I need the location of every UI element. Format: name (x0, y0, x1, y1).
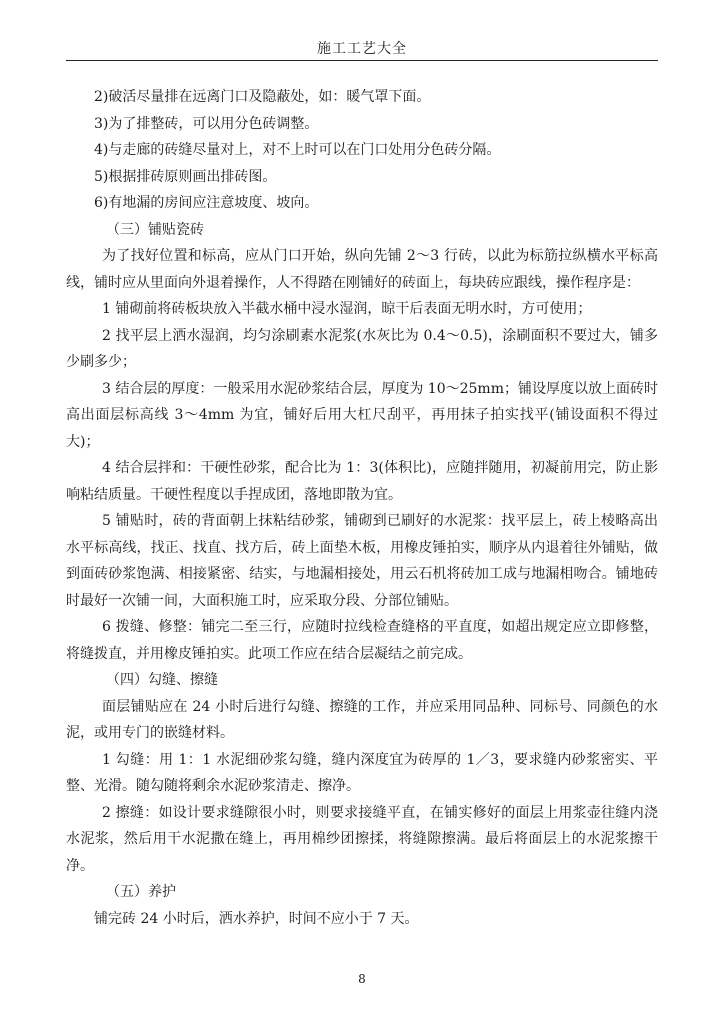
section-heading-5: （五）养护 (106, 884, 176, 900)
list-item: 3)为了排整砖，可以用分色砖调整。 (94, 115, 319, 132)
step-6: 6 拨缝、修整：铺完二至三行，应随时拉线检查缝格的平直度，如超出规定应立即修整，将缝拨直，并用橡皮锤拍实。此项工作应在结合层凝结之前完成。 (66, 619, 658, 662)
step-5: 5 铺贴时，砖的背面朝上抹粘结砂浆，铺砌到已刷好的水泥浆：找平层上，砖上棱略高出水平标高线，找正、找直、找方后，砖上面垫木板，用橡皮锤拍实，顺序从内退着往外铺贴，做到面砖砂浆饱满、相接紧密、结实，与地漏相接处，用云石机将砖加工成与地漏相吻合。铺地砖时最好一次铺一间，大面积施工时，应采取分段、分部位铺贴。 (66, 513, 658, 609)
step-2: 2 擦缝：如设计要求缝隙很小时，则要求接缝平直，在铺实修好的面层上用浆壶往缝内浇水泥浆，然后用干水泥撒在缝上，再用棉纱团擦揉，将缝隙擦满。最后将面层上的水泥浆擦干净。 (66, 804, 658, 874)
step-2: 2 找平层上洒水湿润，均匀涂刷素水泥浆(水灰比为 0.4～0.5)，涂刷面积不要过大，铺多少刷多少； (66, 327, 658, 370)
header-rule (66, 60, 658, 61)
page-header-title: 施工工艺大全 (317, 41, 407, 57)
page-number: 8 (358, 972, 366, 986)
step-1: 1 铺砌前将砖板块放入半截水桶中浸水湿润，晾干后表面无明水时，方可使用； (102, 301, 592, 317)
paragraph: 为了找好位置和标高，应从门口开始，纵向先铺 2～3 行砖，以此为标筋拉纵横水平标高线，铺时应从里面向外退着操作，人不得踏在刚铺好的砖面上，每块砖应跟线，操作程序是： (66, 248, 658, 291)
step-4: 4 结合层拌和：干硬性砂浆，配合比为 1：3(体积比)，应随拌随用，初凝前用完，防止影响粘结质量。干硬性程度以手捏成团，落地即散为宜。 (66, 460, 658, 503)
paragraph: 面层铺贴应在 24 小时后进行勾缝、擦缝的工作，并应采用同品种、同标号、同颜色的水泥，或用专门的嵌缝材料。 (66, 698, 658, 741)
step-3: 3 结合层的厚度：一般采用水泥砂浆结合层，厚度为 10～25mm；铺设厚度以放上面砖时高出面层标高线 3～4mm 为宜，铺好后用大杠尺刮平，再用抹子拍实找平(铺设面积不得过大)； (66, 380, 658, 450)
section-heading-3: （三）铺贴瓷砖 (106, 221, 204, 238)
paragraph: 铺完砖 24 小时后，洒水养护，时间不应小于 7 天。 (94, 910, 419, 927)
page-body (66, 84, 658, 932)
list-item: 2)破活尽量排在远离门口及隐蔽处，如：暖气罩下面。 (94, 89, 431, 105)
list-item: 4)与走廊的砖缝尽量对上，对不上时可以在门口处用分色砖分隔。 (94, 142, 501, 158)
list-item: 6)有地漏的房间应注意坡度、坡向。 (94, 195, 319, 211)
step-1: 1 勾缝：用 1：1 水泥细砂浆勾缝，缝内深度宜为砖厚的 1／3，要求缝内砂浆密实、平整、光滑。随勾随将剩余水泥砂浆清走、擦净。 (66, 751, 658, 794)
list-item: 5)根据排砖原则画出排砖图。 (94, 168, 277, 185)
section-heading-4: （四）勾缝、擦缝 (106, 672, 218, 688)
